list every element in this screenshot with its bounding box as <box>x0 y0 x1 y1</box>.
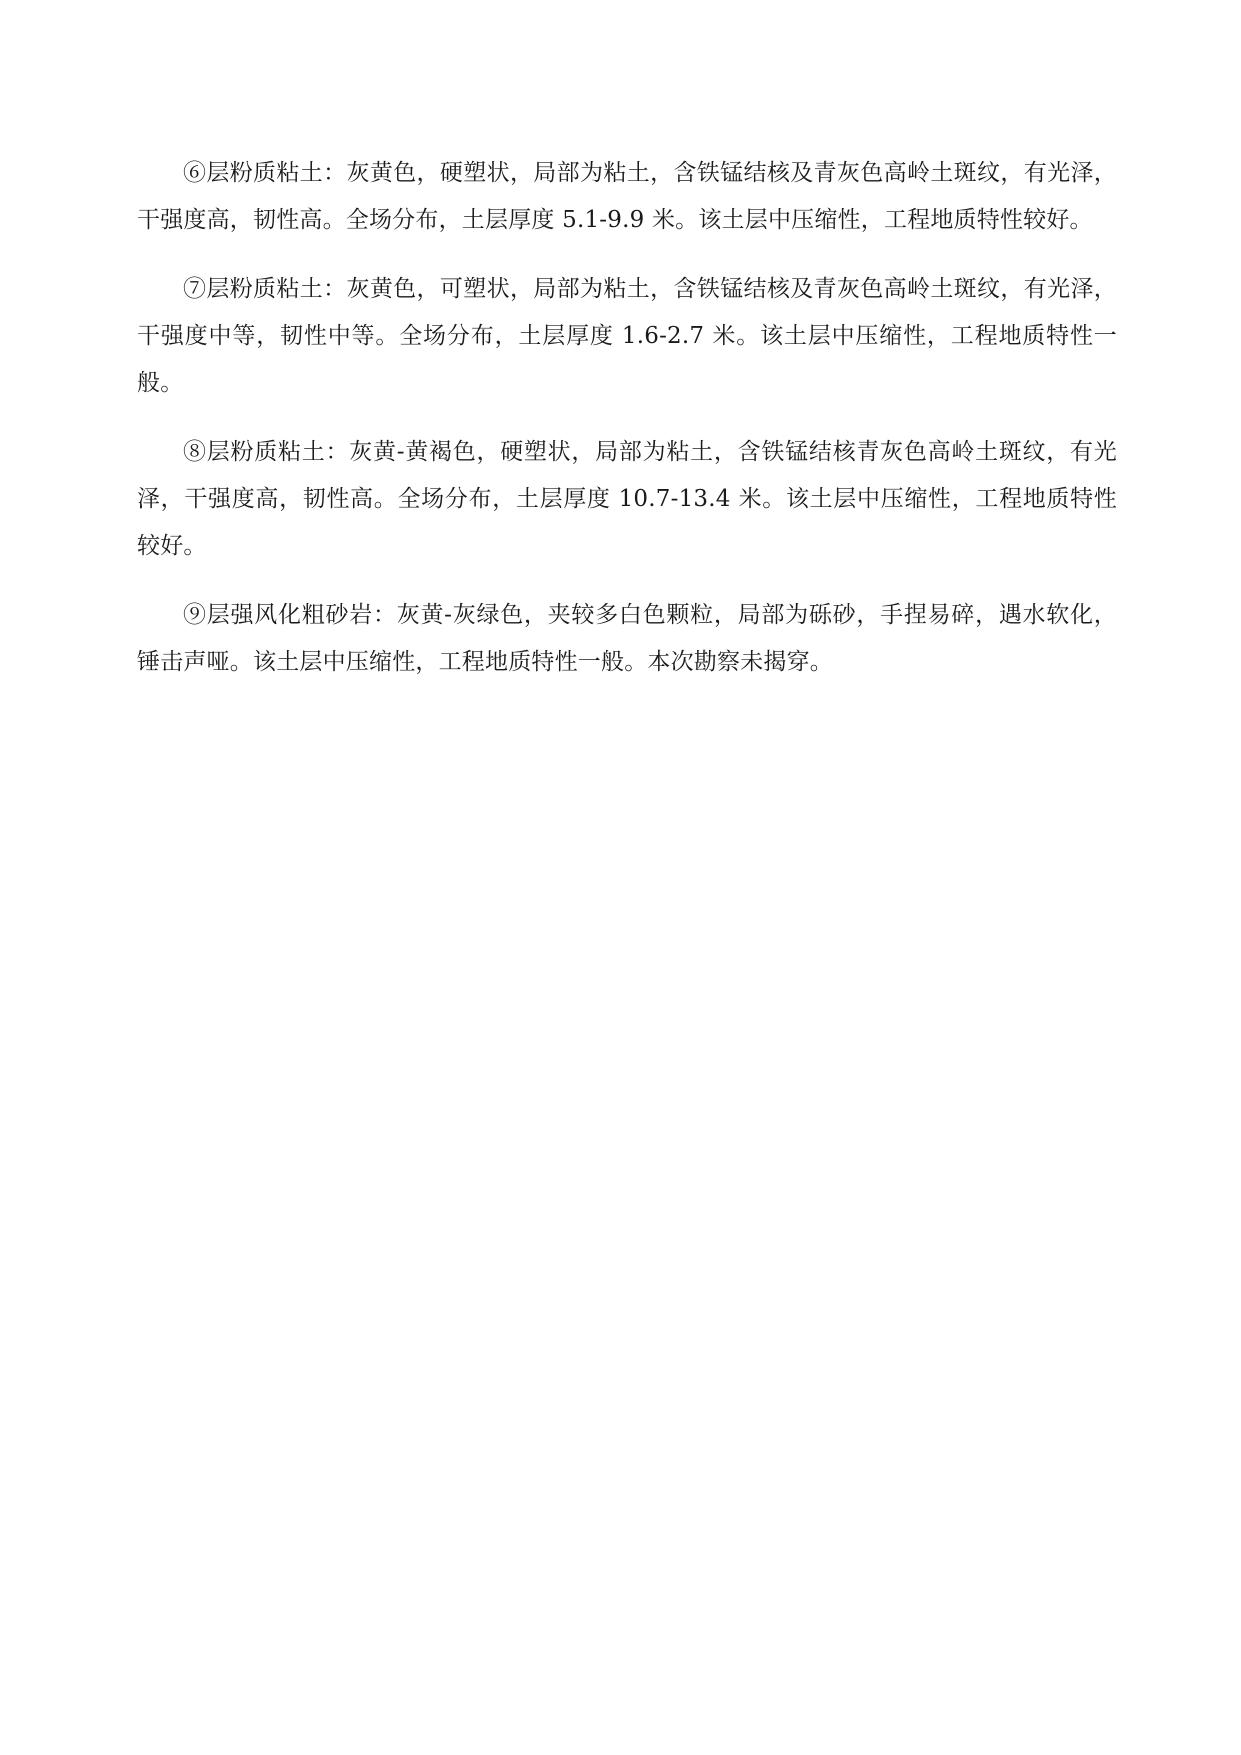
document-body <box>137 150 1117 708</box>
paragraph-layer-7: ⑦层粉质粘土：灰黄色，可塑状，局部为粘土，含铁锰结核及青灰色高岭土斑纹，有光泽，干强度中等，韧性中等。全场分布，土层厚度 1.6-2.7 米。该土层中压缩性，工程地质特性一般。 <box>137 276 1117 396</box>
paragraph-layer-8: ⑧层粉质粘土：灰黄-黄褐色，硬塑状，局部为粘土，含铁锰结核青灰色高岭土斑纹，有光泽，干强度高，韧性高。全场分布，土层厚度 10.7-13.4 米。该土层中压缩性，工程地质特性较好。 <box>137 439 1117 559</box>
paragraph-layer-6: ⑥层粉质粘土：灰黄色，硬塑状，局部为粘土，含铁锰结核及青灰色高岭土斑纹，有光泽，干强度高，韧性高。全场分布，土层厚度 5.1-9.9 米。该土层中压缩性，工程地质特性较好。 <box>137 160 1117 233</box>
paragraph-layer-9: ⑨层强风化粗砂岩：灰黄-灰绿色，夹较多白色颗粒，局部为砾砂，手捏易碎，遇水软化，锤击声哑。该土层中压缩性，工程地质特性一般。本次勘察未揭穿。 <box>137 602 1117 675</box>
